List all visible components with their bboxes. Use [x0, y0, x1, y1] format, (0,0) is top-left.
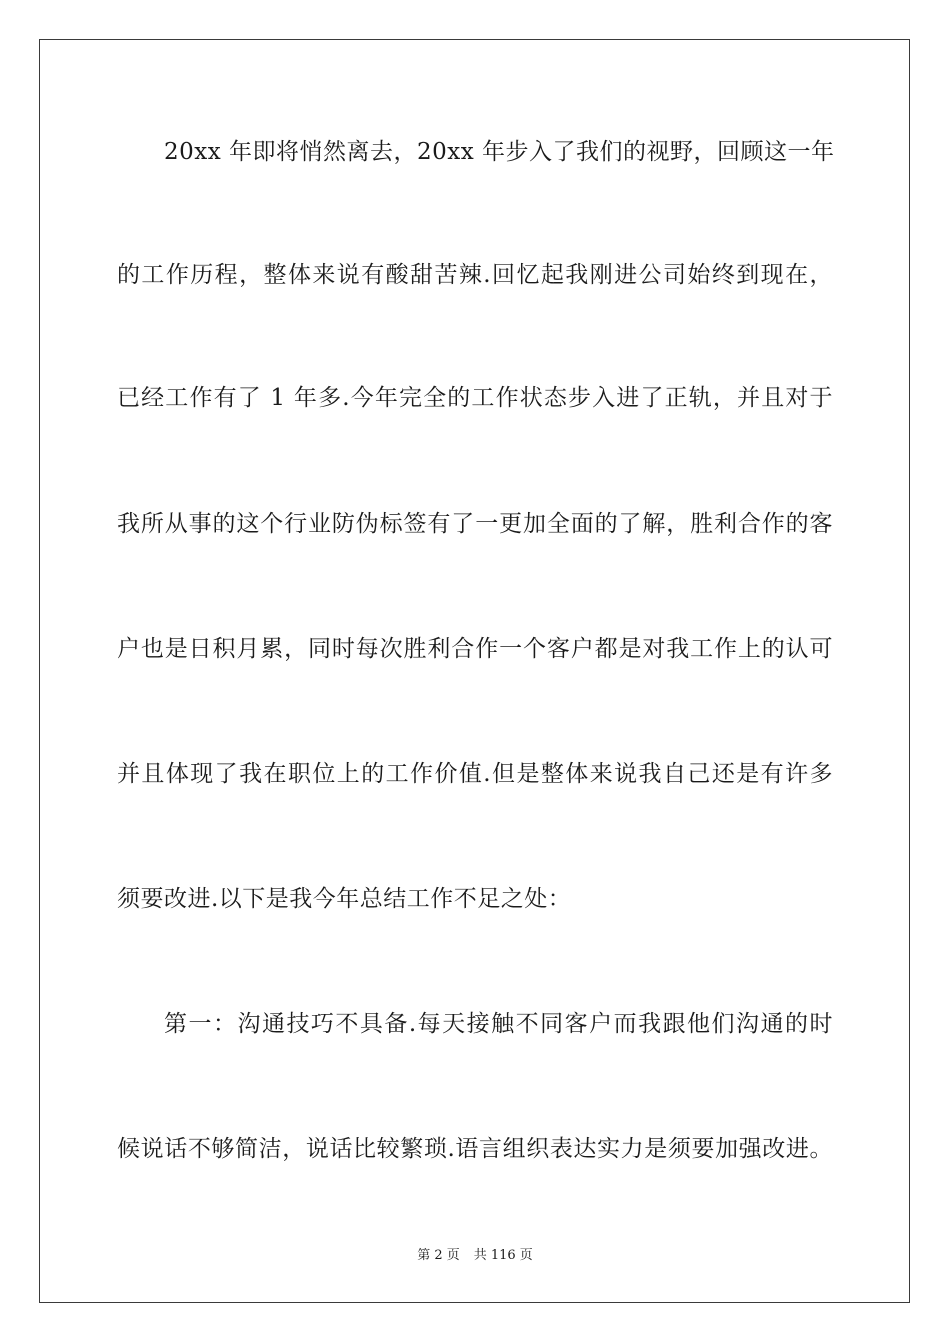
paragraph-line: 我所从事的这个行业防伪标签有了一更加全面的了解，胜利合作的客: [117, 511, 833, 537]
page-border: [39, 39, 910, 1303]
paragraph-line: 须要改进.以下是我今年总结工作不足之处：: [117, 886, 572, 912]
paragraph-line: 已经工作有了 1 年多.今年完全的工作状态步入进了正轨，并且对于: [117, 385, 833, 411]
page-total: 共 116 页: [473, 1248, 533, 1263]
paragraph-line: 并且体现了我在职位上的工作价值.但是整体来说我自己还是有许多: [117, 761, 833, 787]
paragraph-line: 户也是日积月累，同时每次胜利合作一个客户都是对我工作上的认可: [117, 636, 833, 662]
paragraph-line: 的工作历程，整体来说有酸甜苦辣.回忆起我刚进公司始终到现在，: [117, 262, 833, 288]
paragraph-line: 候说话不够简洁，说话比较繁琐.语言组织表达实力是须要加强改进。: [117, 1136, 833, 1162]
paragraph-line: 第一：沟通技巧不具备.每天接触不同客户而我跟他们沟通的时: [164, 1011, 833, 1037]
page-number: 第 2 页: [417, 1248, 460, 1263]
page-footer: [0, 1244, 950, 1263]
paragraph-line: 20xx 年即将悄然离去，20xx 年步入了我们的视野，回顾这一年: [164, 139, 835, 165]
